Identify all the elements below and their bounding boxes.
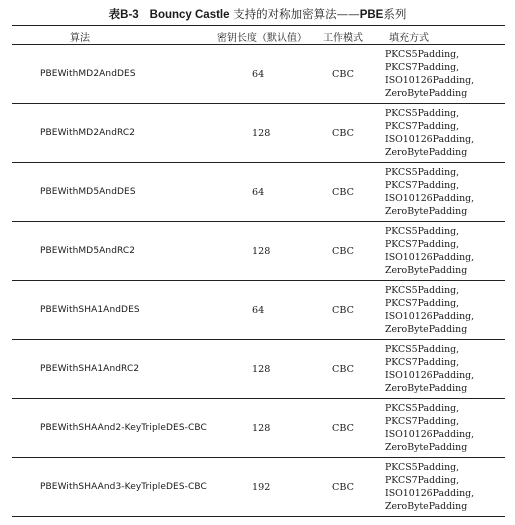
- padding-item: PKCS7Padding,: [385, 475, 460, 486]
- padding-item: ISO10126Padding,: [385, 311, 475, 322]
- cell-mode: CBC: [332, 304, 354, 316]
- cell-algorithm: PBEWithMD2AndRC2: [40, 128, 136, 138]
- caption-suffix-cn: 系列: [383, 7, 407, 21]
- padding-item: PKCS5Padding,: [385, 462, 460, 473]
- cell-padding: [385, 402, 474, 454]
- table-row: [12, 281, 505, 340]
- padding-item: PKCS7Padding,: [385, 62, 460, 73]
- cell-mode: CBC: [332, 245, 354, 257]
- cell-mode: CBC: [332, 363, 354, 375]
- cell-padding: [385, 48, 474, 100]
- caption-suffix-en: PBE: [359, 9, 384, 21]
- table-caption: [0, 6, 515, 22]
- cell-key-length: 128: [252, 245, 271, 257]
- padding-item: PKCS5Padding,: [385, 167, 460, 178]
- cell-algorithm: PBEWithSHA1AndDES: [40, 305, 140, 315]
- table-row: [12, 104, 505, 163]
- padding-item: ZeroBytePadding: [385, 265, 468, 276]
- cell-key-length: 192: [252, 481, 271, 493]
- cell-padding: [385, 461, 474, 513]
- header-key-length: 密钥长度（默认值）: [217, 33, 307, 44]
- cell-padding: [385, 225, 474, 277]
- cell-padding: [385, 343, 474, 395]
- padding-item: ISO10126Padding,: [385, 134, 475, 145]
- header-algorithm: 算法: [70, 33, 90, 44]
- cell-mode: CBC: [332, 68, 354, 80]
- padding-item: PKCS7Padding,: [385, 357, 460, 368]
- cell-key-length: 64: [252, 186, 265, 198]
- cell-mode: CBC: [332, 127, 354, 139]
- padding-item: PKCS7Padding,: [385, 121, 460, 132]
- cell-key-length: 128: [252, 363, 271, 375]
- padding-item: PKCS5Padding,: [385, 108, 460, 119]
- padding-item: ISO10126Padding,: [385, 252, 475, 263]
- caption-number: 表B-3: [108, 9, 139, 21]
- table-body: [12, 45, 505, 517]
- cell-key-length: 64: [252, 68, 265, 80]
- table-row: [12, 458, 505, 517]
- padding-item: ISO10126Padding,: [385, 429, 475, 440]
- table-row: [12, 163, 505, 222]
- padding-item: PKCS7Padding,: [385, 180, 460, 191]
- cell-padding: [385, 284, 474, 336]
- padding-item: ISO10126Padding,: [385, 193, 475, 204]
- padding-item: PKCS7Padding,: [385, 239, 460, 250]
- header-mode: 工作模式: [323, 33, 363, 44]
- cell-algorithm: PBEWithSHAAnd3-KeyTripleDES-CBC: [40, 482, 207, 492]
- cell-mode: CBC: [332, 422, 354, 434]
- padding-item: ZeroBytePadding: [385, 442, 468, 453]
- cell-algorithm: PBEWithMD2AndDES: [40, 69, 136, 79]
- table-header: [12, 26, 505, 44]
- padding-item: PKCS5Padding,: [385, 403, 460, 414]
- padding-item: PKCS5Padding,: [385, 285, 460, 296]
- cell-algorithm: PBEWithMD5AndDES: [40, 187, 136, 197]
- padding-item: ZeroBytePadding: [385, 88, 468, 99]
- cell-key-length: 128: [252, 422, 271, 434]
- padding-item: ZeroBytePadding: [385, 206, 468, 217]
- padding-item: ZeroBytePadding: [385, 147, 468, 158]
- caption-title: 支持的对称加密算法——: [233, 7, 360, 21]
- padding-item: PKCS7Padding,: [385, 416, 460, 427]
- cell-padding: [385, 166, 474, 218]
- padding-item: ZeroBytePadding: [385, 383, 468, 394]
- cell-padding: [385, 107, 474, 159]
- cell-algorithm: PBEWithMD5AndRC2: [40, 246, 136, 256]
- cell-mode: CBC: [332, 186, 354, 198]
- caption-english: Bouncy Castle: [149, 9, 230, 21]
- table-row: [12, 340, 505, 399]
- header-padding: 填充方式: [389, 33, 429, 44]
- padding-item: ISO10126Padding,: [385, 75, 475, 86]
- cell-key-length: 128: [252, 127, 271, 139]
- cell-key-length: 64: [252, 304, 265, 316]
- padding-item: PKCS5Padding,: [385, 49, 460, 60]
- cell-mode: CBC: [332, 481, 354, 493]
- table-row: [12, 222, 505, 281]
- padding-item: ISO10126Padding,: [385, 370, 475, 381]
- cell-algorithm: PBEWithSHAAnd2-KeyTripleDES-CBC: [40, 423, 207, 433]
- cell-algorithm: PBEWithSHA1AndRC2: [40, 364, 140, 374]
- padding-item: ZeroBytePadding: [385, 501, 468, 512]
- padding-item: PKCS5Padding,: [385, 344, 460, 355]
- padding-item: PKCS5Padding,: [385, 226, 460, 237]
- padding-item: ZeroBytePadding: [385, 324, 468, 335]
- padding-item: PKCS7Padding,: [385, 298, 460, 309]
- padding-item: ISO10126Padding,: [385, 488, 475, 499]
- table-row: [12, 45, 505, 104]
- table-row: [12, 399, 505, 458]
